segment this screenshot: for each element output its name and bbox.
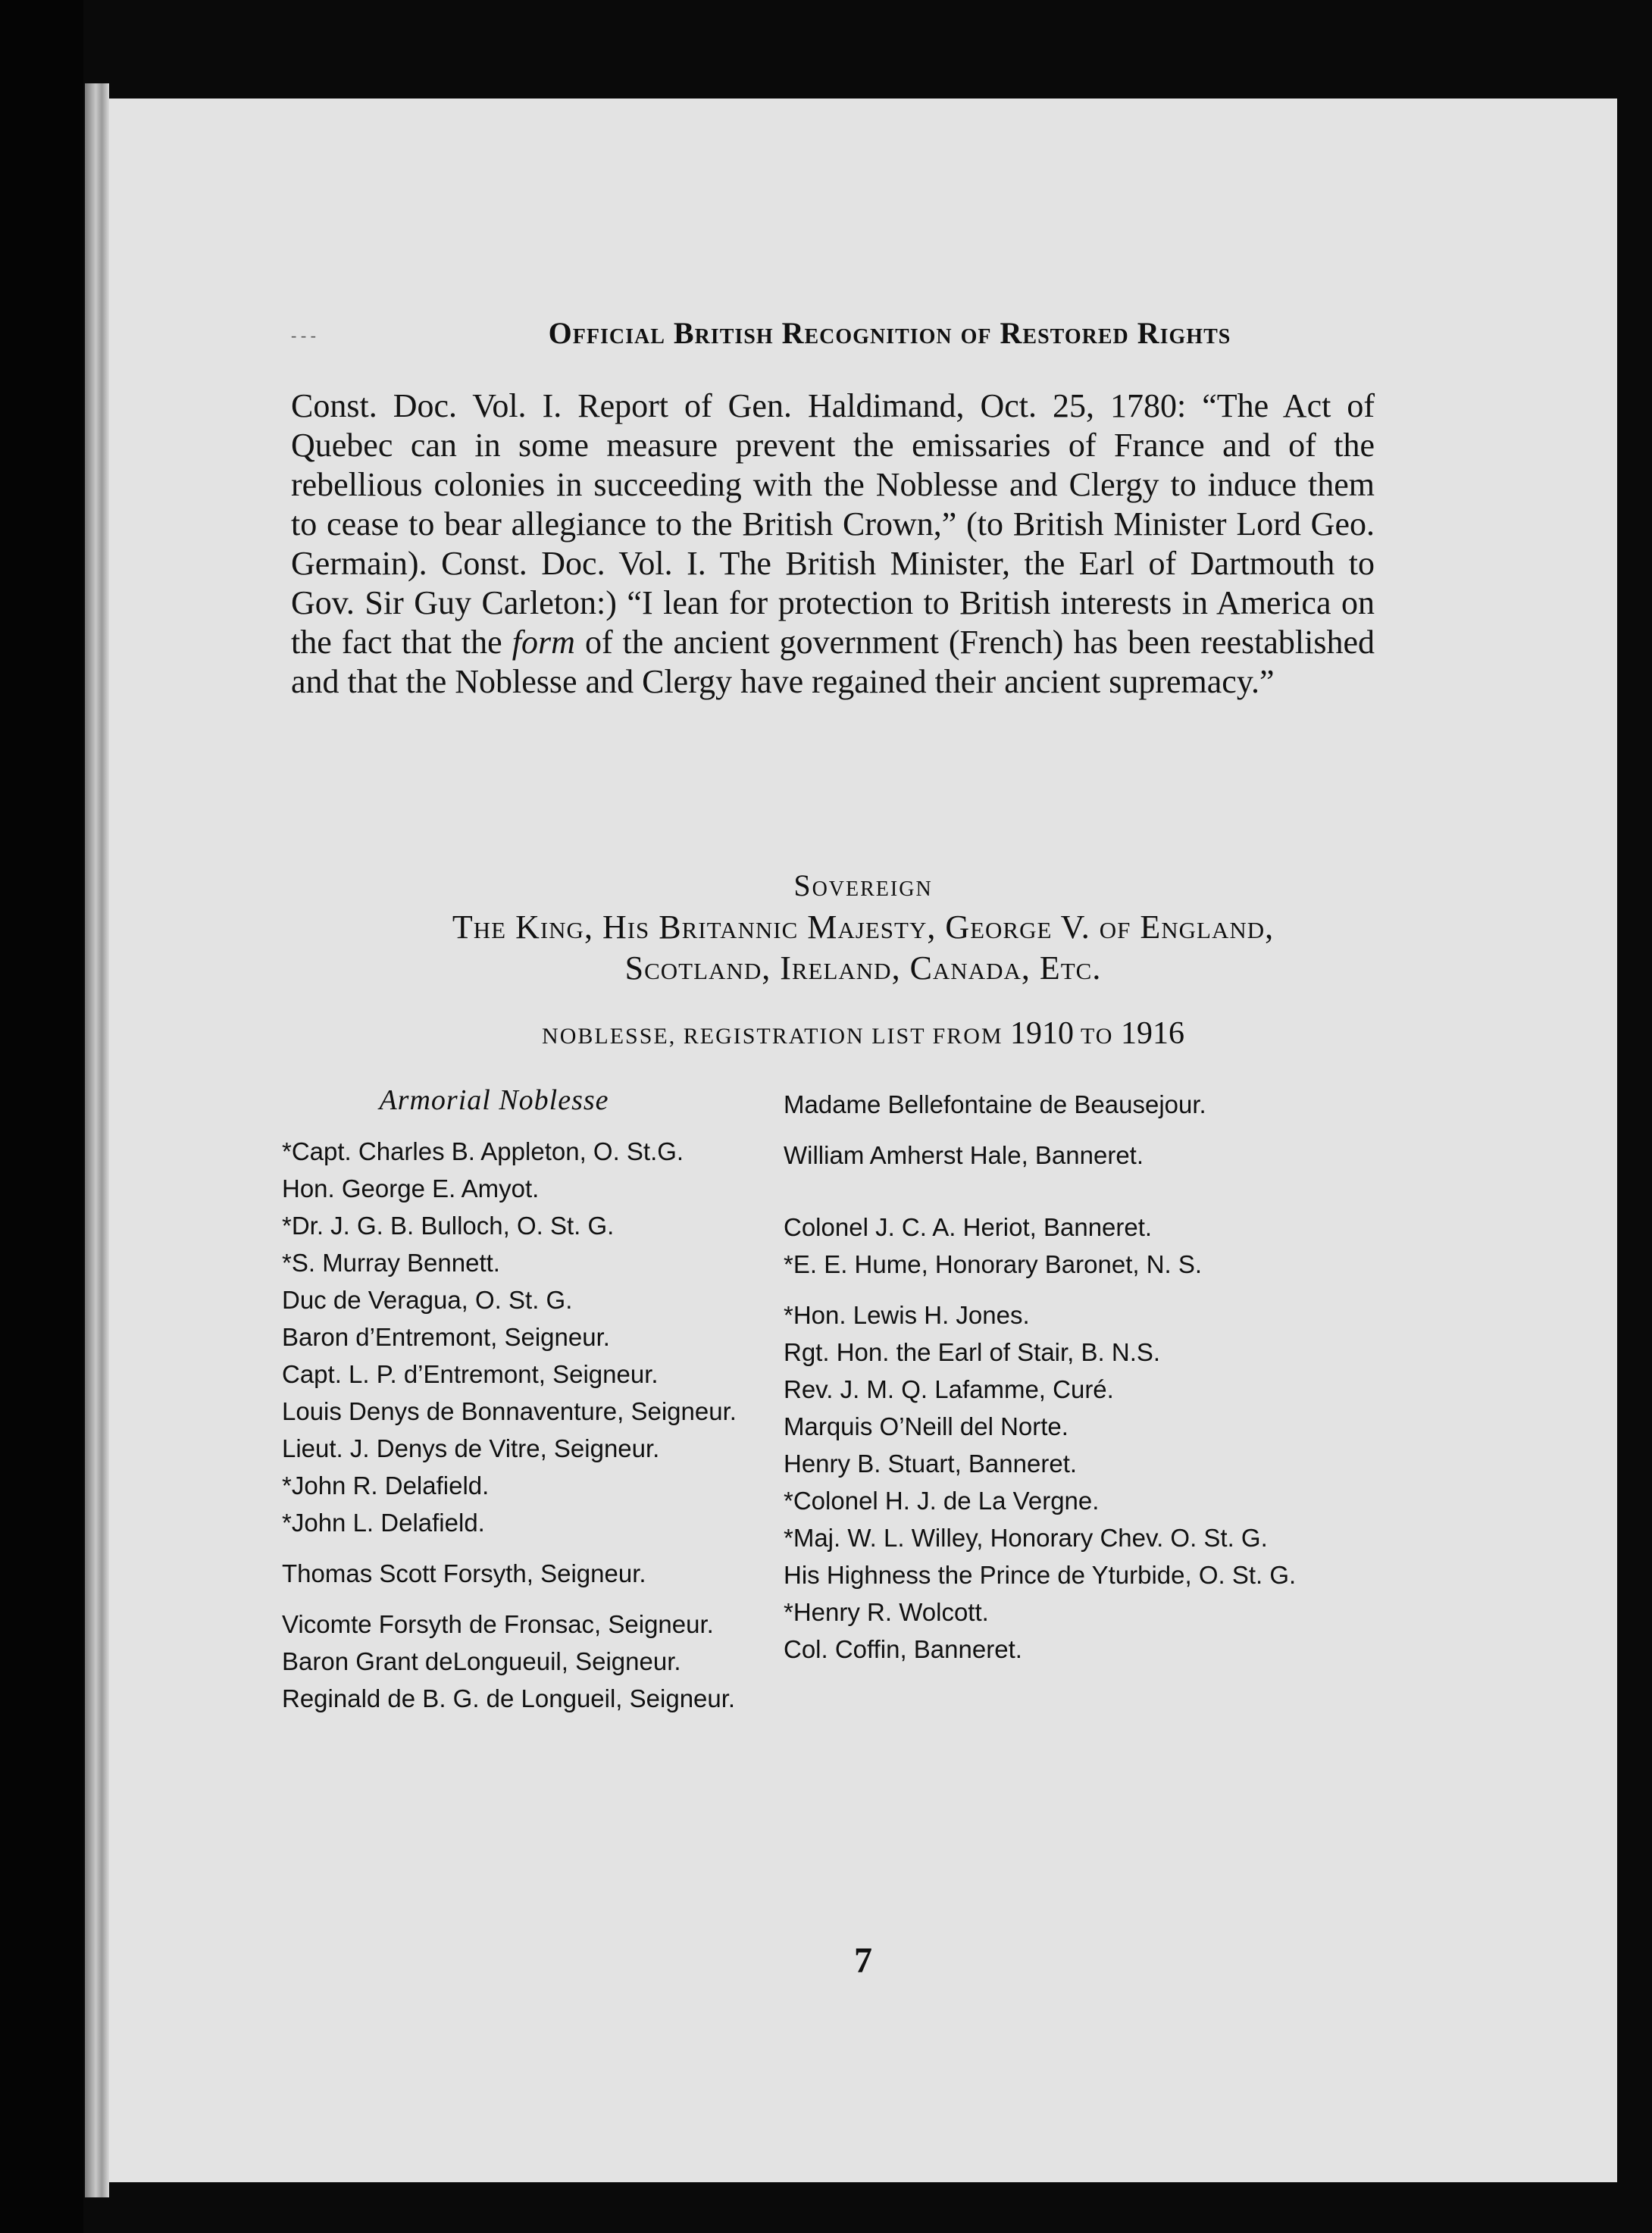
- sovereign-title-line-2: Scotland, Ireland, Canada, Etc.: [624, 949, 1102, 987]
- list-item: Capt. L. P. d’Entremont, Seigneur.: [282, 1360, 659, 1388]
- sovereign-title-line-1: The King, His Britannic Majesty, George V. of England,: [452, 909, 1275, 946]
- list-item: *Hon. Lewis H. Jones.: [784, 1301, 1030, 1329]
- list-item: Henry B. Stuart, Banneret.: [784, 1450, 1078, 1478]
- list-item: *E. E. Hume, Honorary Baronet, N. S.: [784, 1250, 1203, 1278]
- quote-paragraph: [291, 386, 1375, 702]
- scan-border: [0, 0, 83, 2233]
- list-item: *S. Murray Bennett.: [282, 1249, 500, 1277]
- list-item: *John R. Delafield.: [282, 1471, 490, 1500]
- list-item: Vicomte Forsyth de Fronsac, Seigneur.: [282, 1610, 714, 1638]
- list-item: *Colonel H. J. de La Vergne.: [784, 1487, 1100, 1515]
- quote-text-part-3: of the ancient government (French) has been reestablished and that the Noblesse and Clergy have regained their ancient supremacy.”: [291, 624, 1375, 700]
- list-item: Duc de Veragua, O. St. G.: [282, 1286, 573, 1314]
- sovereign-label: Sovereign: [793, 868, 933, 902]
- section-heading: Armorial Noblesse: [379, 1084, 609, 1116]
- list-item: Colonel J. C. A. Heriot, Banneret.: [784, 1213, 1153, 1241]
- quote-text-part-1: Const. Doc. Vol. I. Report of Gen. Haldimand, Oct. 25, 1780: “The Act of Quebec can in some measure prevent the emissaries of France and of the rebellious colonies in succeeding with the Noblesse and Clergy to induce them to cease to bear allegiance to the British Crown,” (to British Minister Lord Geo. Germain). Const. Doc. Vol. I. The British Minister, the Earl of Dartmouth to Gov. Sir Guy Carleton:) “I lean for protection to British interests in America on the fact that the: [291, 387, 1375, 661]
- list-item: Reginald de B. G. de Longueil, Seigneur.: [282, 1684, 736, 1712]
- list-item: Baron Grant deLongueuil, Seigneur.: [282, 1647, 681, 1675]
- list-item: Lieut. J. Denys de Vitre, Seigneur.: [282, 1434, 660, 1462]
- registration-prefix: NOBLESSE, REGISTRATION LIST FROM: [542, 1024, 1011, 1049]
- scan-mark: - - -: [291, 326, 316, 345]
- registration-title: [109, 1015, 1617, 1052]
- list-item: William Amherst Hale, Banneret.: [784, 1141, 1144, 1169]
- list-item: Rev. J. M. Q. Lafamme, Curé.: [784, 1375, 1114, 1403]
- list-item: *Maj. W. L. Willey, Honorary Chev. O. St. G.: [784, 1524, 1268, 1552]
- registration-year-from: 1910: [1010, 1016, 1075, 1051]
- list-item: Marquis O’Neill del Norte.: [784, 1412, 1068, 1440]
- page-number: 7: [854, 1941, 872, 1981]
- list-item: Rgt. Hon. the Earl of Stair, B. N.S.: [784, 1338, 1161, 1366]
- page-heading: Official British Recognition of Restored Rights: [548, 316, 1231, 350]
- list-item: Madame Bellefontaine de Beausejour.: [784, 1090, 1206, 1118]
- list-item: Hon. George E. Amyot.: [282, 1174, 540, 1203]
- list-item: Baron d’Entremont, Seigneur.: [282, 1323, 610, 1351]
- list-item: Louis Denys de Bonnaventure, Seigneur.: [282, 1397, 737, 1425]
- list-item: Col. Coffin, Banneret.: [784, 1635, 1022, 1663]
- list-item: Thomas Scott Forsyth, Seigneur.: [282, 1559, 646, 1587]
- list-item: *Dr. J. G. B. Bulloch, O. St. G.: [282, 1212, 615, 1240]
- registration-year-to: 1916: [1120, 1016, 1184, 1051]
- list-item: *John L. Delafield.: [282, 1509, 485, 1537]
- quote-block: [291, 386, 1375, 702]
- right-column: [784, 1087, 1390, 1669]
- list-item: His Highness the Prince de Yturbide, O. St. G.: [784, 1561, 1297, 1589]
- registration-to: TO: [1074, 1024, 1121, 1049]
- quote-text-italic: form: [512, 624, 575, 661]
- document-page: [109, 99, 1617, 2182]
- page-binding-edge: [85, 83, 109, 2197]
- list-item: *Capt. Charles B. Appleton, O. St.G.: [282, 1137, 684, 1165]
- list-item: *Henry R. Wolcott.: [784, 1598, 989, 1626]
